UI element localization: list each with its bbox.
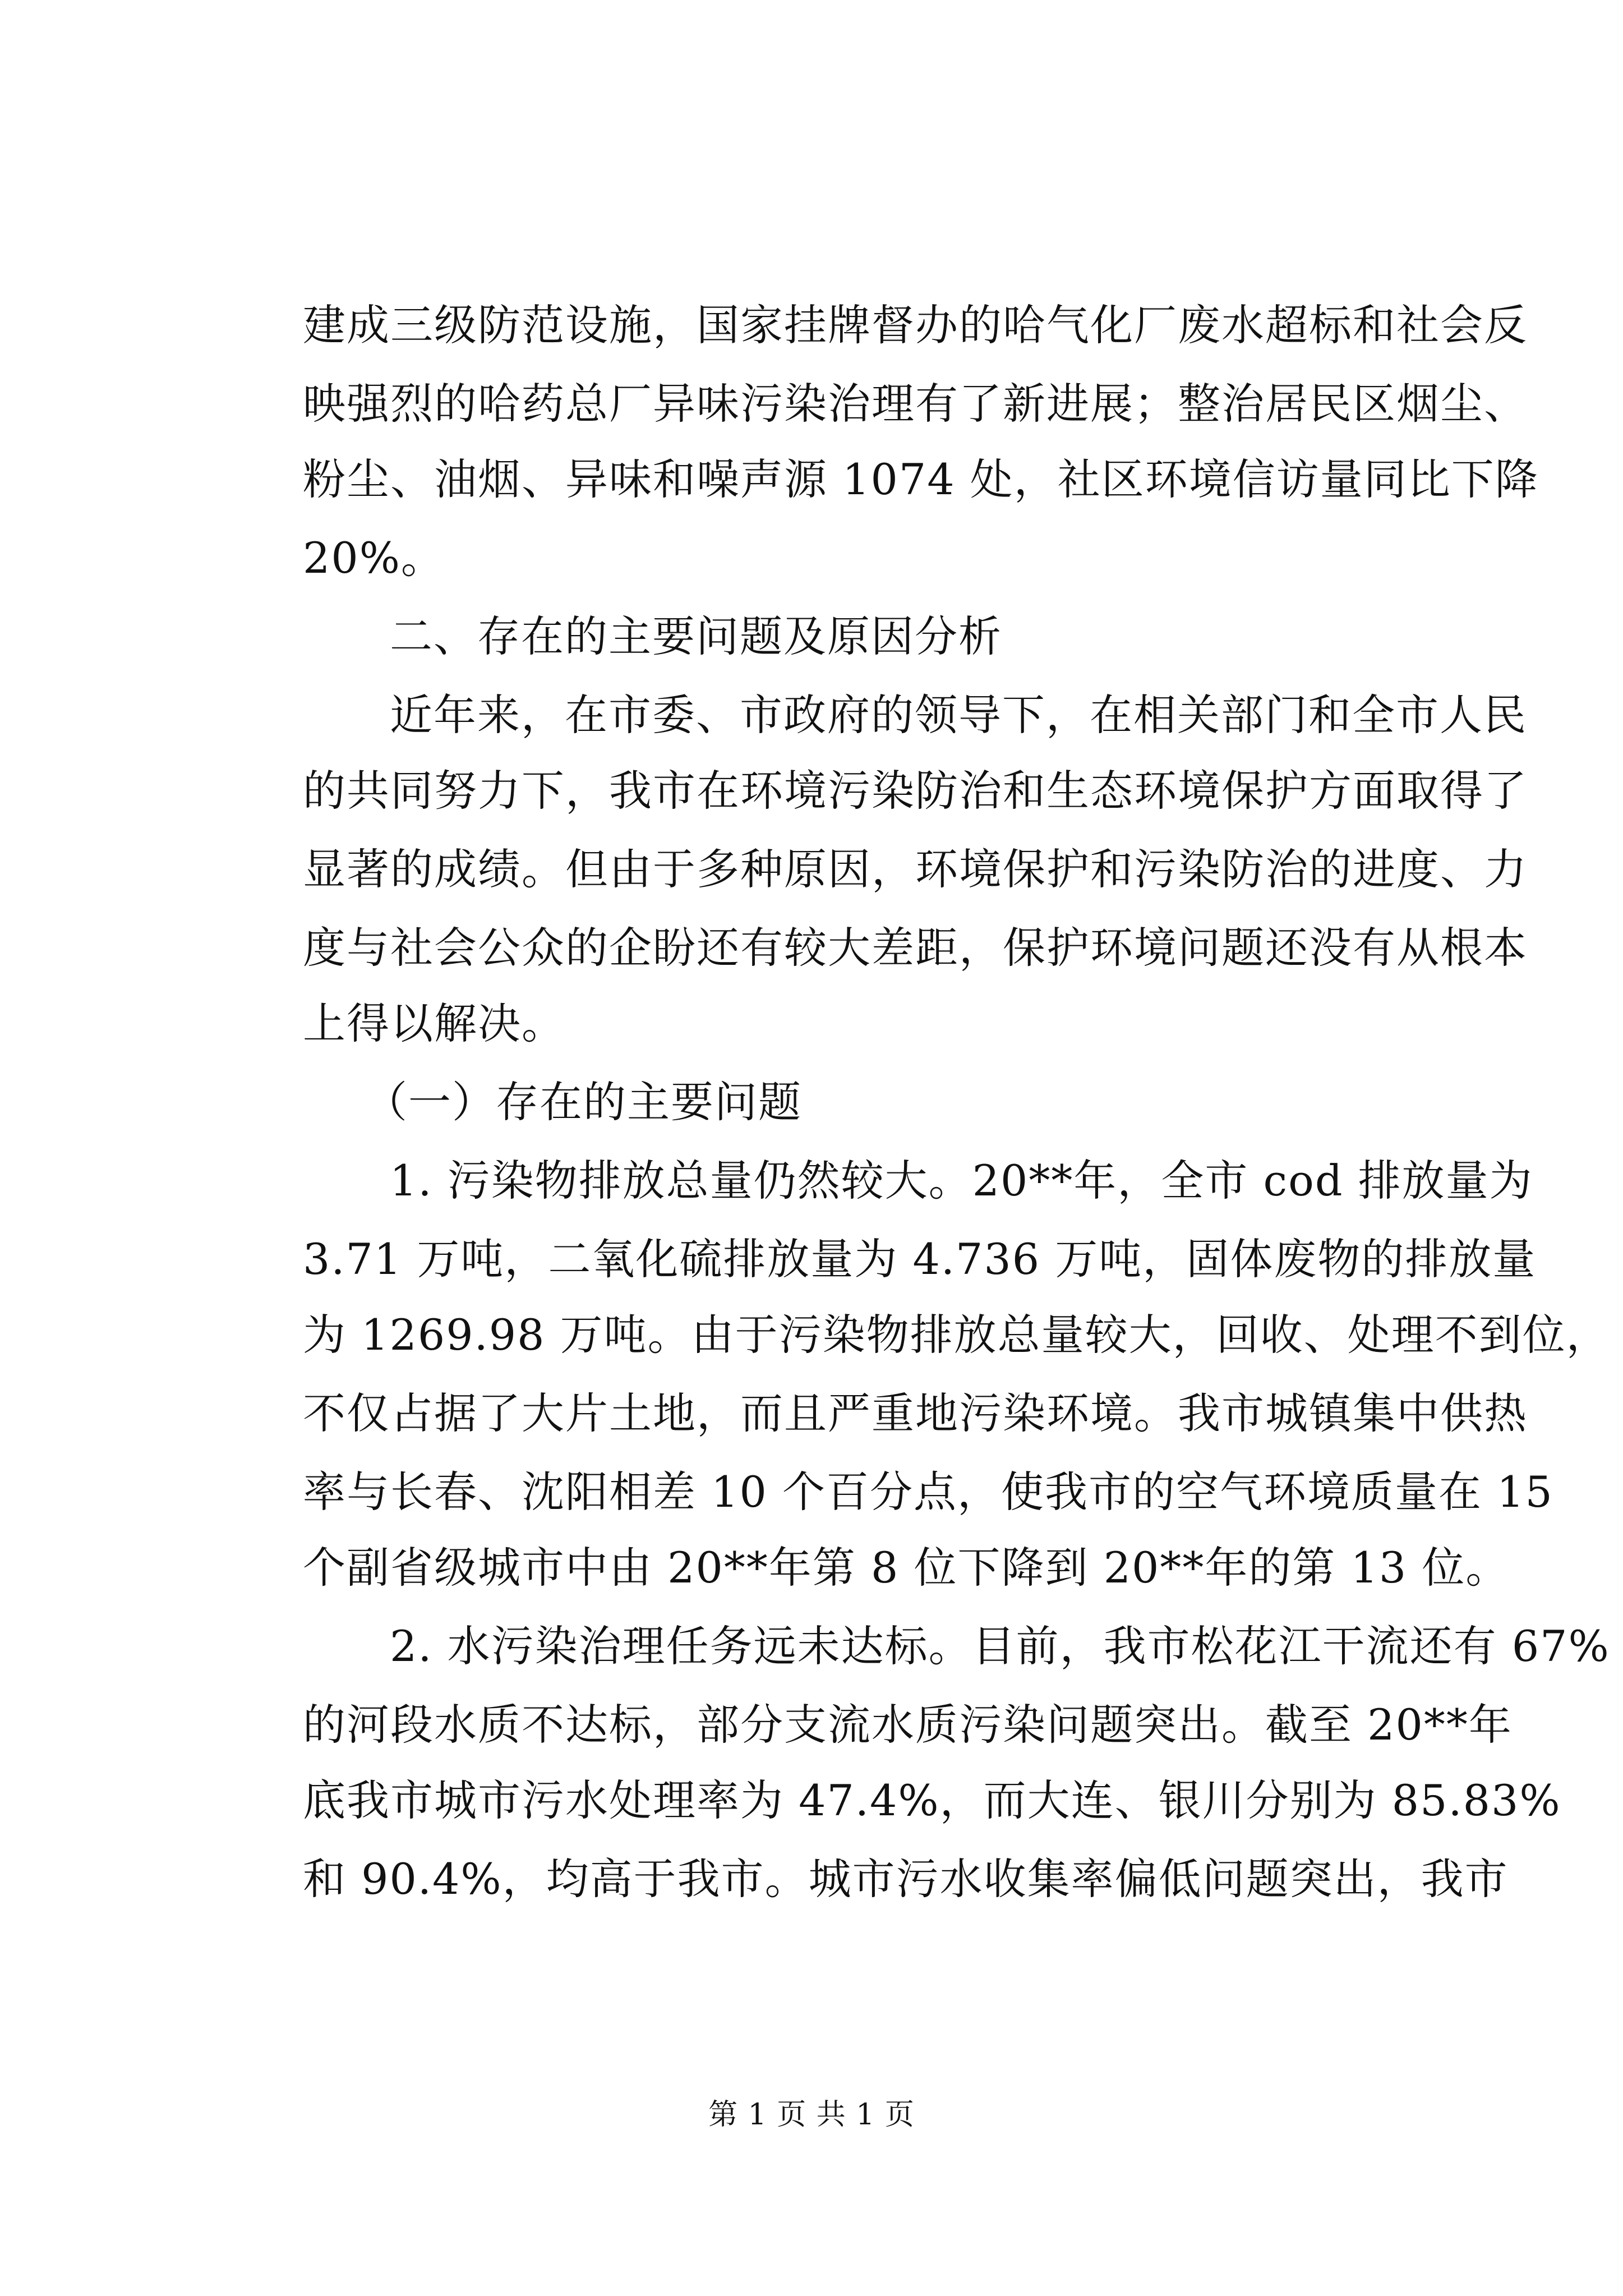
paragraph-line: 映强烈的哈药总厂异味污染治理有了新进展；整治居民区烟尘、 (303, 379, 1528, 429)
paragraph-line: 粉尘、油烟、异味和噪声源 1074 处，社区环境信访量同比下降 (303, 454, 1539, 504)
subsection-heading: （一）存在的主要问题 (365, 1077, 802, 1127)
paragraph-line: 的共同努力下，我市在环境污染防治和生态环境保护方面取得了 (303, 766, 1528, 816)
paragraph-line: 的河段水质不达标，部分支流水质污染问题突出。截至 20**年 (303, 1700, 1513, 1750)
paragraph-line: 度与社会公众的企盼还有较大差距，保护环境问题还没有从根本 (303, 923, 1528, 973)
paragraph-line: 底我市城市污水处理率为 47.4%，而大连、银川分别为 85.83% (303, 1775, 1561, 1825)
paragraph-line: 为 1269.98 万吨。由于污染物排放总量较大，回收、处理不到位， (303, 1310, 1610, 1360)
paragraph-line: 上得以解决。 (303, 999, 565, 1048)
paragraph-line: 和 90.4%，均高于我市。城市污水收集率偏低问题突出，我市 (303, 1854, 1509, 1904)
paragraph-line: 不仅占据了大片土地，而且严重地污染环境。我市城镇集中供热 (303, 1388, 1528, 1438)
paragraph-line: 20%。 (303, 533, 445, 583)
paragraph-line: 3.71 万吨，二氧化硫排放量为 4.736 万吨，固体废物的排放量 (303, 1234, 1537, 1284)
page-number-footer: 第 1 页 共 1 页 (708, 2098, 915, 2132)
paragraph-line: 显著的成绩。但由于多种原因，环境保护和污染防治的进度、力 (303, 844, 1528, 894)
paragraph-line: 建成三级防范设施，国家挂牌督办的哈气化厂废水超标和社会反 (303, 300, 1528, 350)
paragraph-line: 近年来，在市委、市政府的领导下，在相关部门和全市人民 (390, 690, 1527, 740)
paragraph-line: 率与长春、沈阳相差 10 个百分点，使我市的空气环境质量在 15 (303, 1467, 1553, 1517)
section-heading: 二、存在的主要问题及原因分析 (390, 611, 1002, 661)
paragraph-line: 个副省级城市中由 20**年第 8 位下降到 20**年的第 13 位。 (303, 1543, 1510, 1593)
paragraph-line: 1. 污染物排放总量仍然较大。20**年，全市 cod 排放量为 (390, 1156, 1533, 1205)
paragraph-line: 2. 水污染治理任务远未达标。目前，我市松花江干流还有 67% (390, 1621, 1610, 1671)
